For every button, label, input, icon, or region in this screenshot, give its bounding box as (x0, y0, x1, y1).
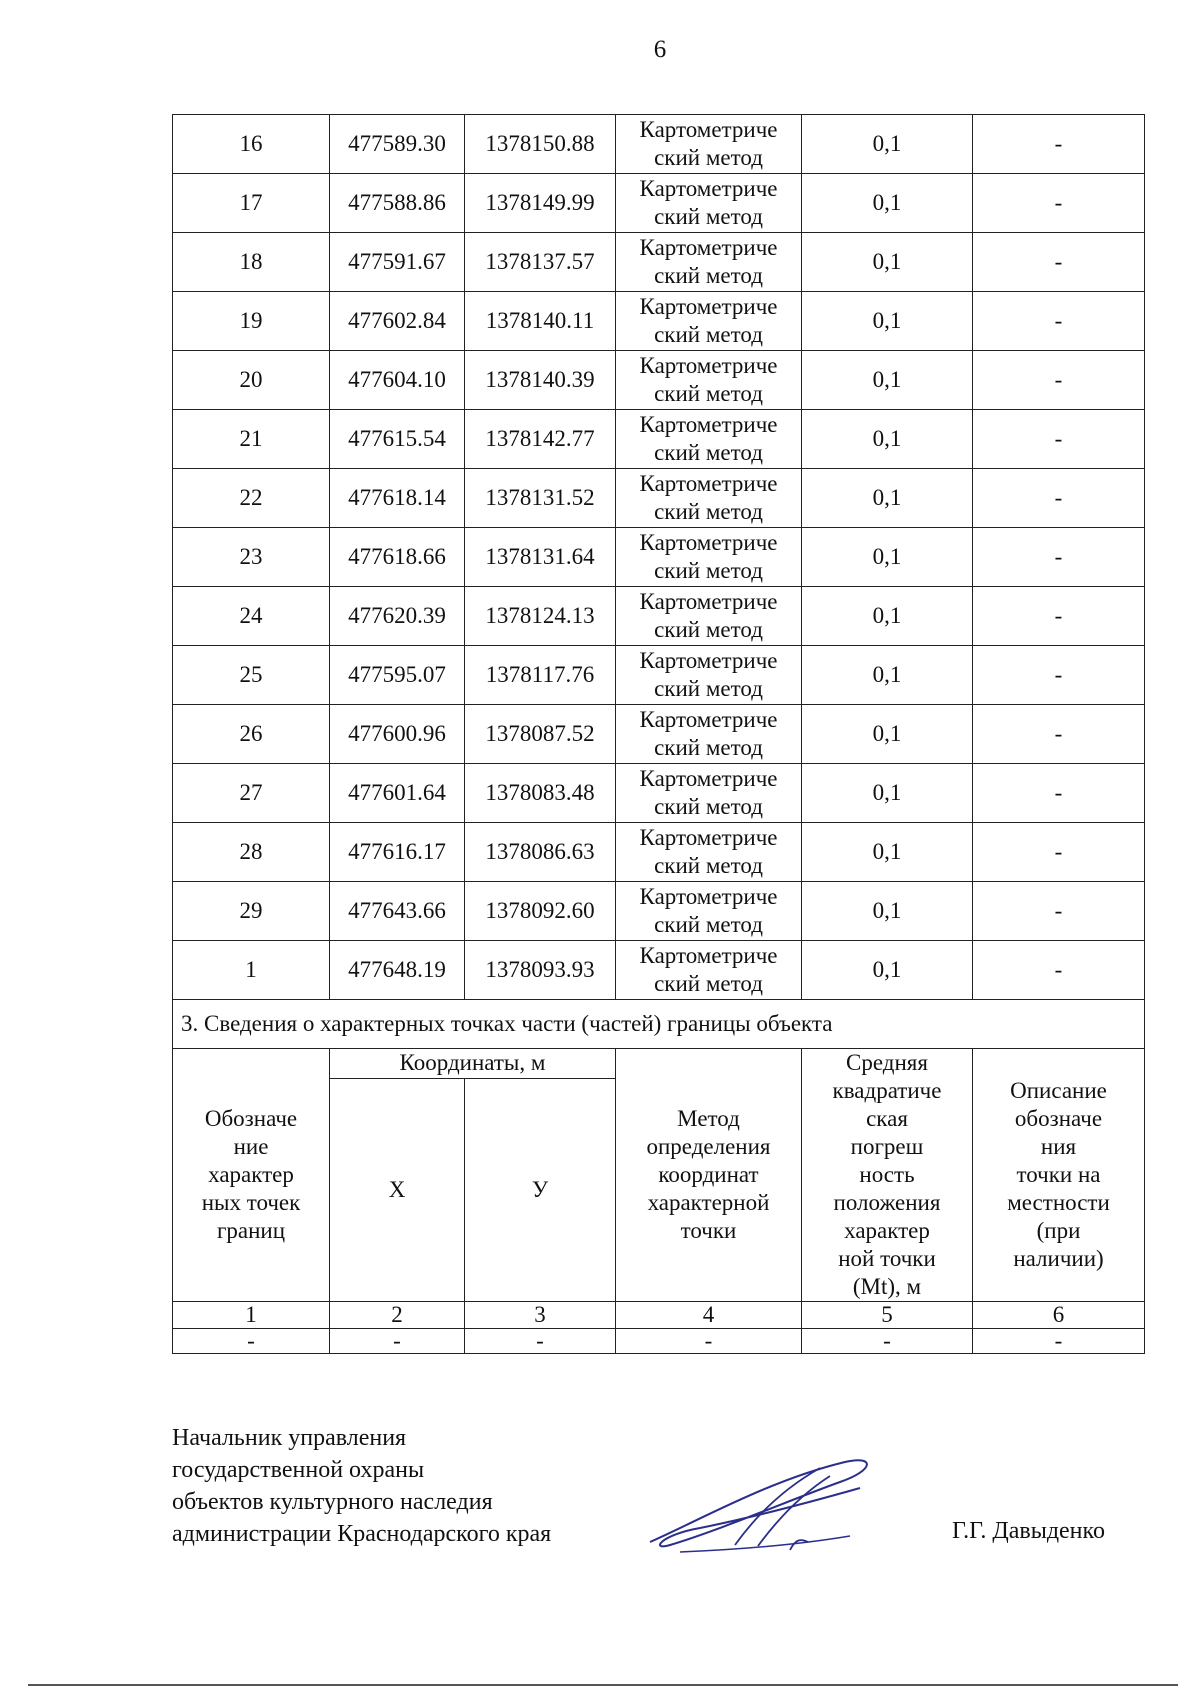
coordinate-row (173, 705, 1145, 764)
section-3-title: 3. Сведения о характерных точках части (частей) границы объекта (173, 1000, 1145, 1049)
method: Картометриче ский метод (616, 941, 802, 1000)
coord-x: 477643.66 (330, 882, 465, 941)
coord-x: 477648.19 (330, 941, 465, 1000)
coord-y: 1378124.13 (465, 587, 616, 646)
coord-y: 1378149.99 (465, 174, 616, 233)
coordinate-row (173, 469, 1145, 528)
coord-y: 1378093.93 (465, 941, 616, 1000)
mean-square-error: 0,1 (802, 528, 973, 587)
coord-y: 1378150.88 (465, 115, 616, 174)
point-number: 22 (173, 469, 330, 528)
coord-y: 1378131.64 (465, 528, 616, 587)
mean-square-error: 0,1 (802, 646, 973, 705)
point-number: 27 (173, 764, 330, 823)
coord-x: 477620.39 (330, 587, 465, 646)
mean-square-error: 0,1 (802, 233, 973, 292)
coordinate-row (173, 410, 1145, 469)
method: Картометриче ский метод (616, 528, 802, 587)
dash-cell: - (465, 1329, 616, 1354)
point-number: 28 (173, 823, 330, 882)
coordinate-row (173, 115, 1145, 174)
description: - (973, 705, 1145, 764)
coord-y: 1378140.39 (465, 351, 616, 410)
coordinate-row (173, 646, 1145, 705)
description: - (973, 941, 1145, 1000)
method: Картометриче ский метод (616, 587, 802, 646)
point-number: 17 (173, 174, 330, 233)
dash-cell: - (616, 1329, 802, 1354)
coord-y: 1378131.52 (465, 469, 616, 528)
header-mean-square-error: Средняя квадратиче ская погреш ность положения характер ной точки (Mt), м (802, 1049, 973, 1302)
description: - (973, 469, 1145, 528)
handwritten-signature (640, 1450, 890, 1560)
column-number: 1 (173, 1302, 330, 1329)
method: Картометриче ский метод (616, 469, 802, 528)
method: Картометриче ский метод (616, 764, 802, 823)
dash-cell: - (973, 1329, 1145, 1354)
column-number: 2 (330, 1302, 465, 1329)
column-number: 5 (802, 1302, 973, 1329)
mean-square-error: 0,1 (802, 587, 973, 646)
mean-square-error: 0,1 (802, 292, 973, 351)
coord-x: 477602.84 (330, 292, 465, 351)
mean-square-error: 0,1 (802, 823, 973, 882)
coord-x: 477595.07 (330, 646, 465, 705)
mean-square-error: 0,1 (802, 882, 973, 941)
coord-y: 1378137.57 (465, 233, 616, 292)
coordinate-row (173, 351, 1145, 410)
empty-data-row (173, 1329, 1145, 1354)
column-number: 4 (616, 1302, 802, 1329)
description: - (973, 587, 1145, 646)
point-number: 24 (173, 587, 330, 646)
coordinate-row (173, 587, 1145, 646)
coord-y: 1378140.11 (465, 292, 616, 351)
mean-square-error: 0,1 (802, 410, 973, 469)
point-number: 20 (173, 351, 330, 410)
point-number: 19 (173, 292, 330, 351)
coordinate-row (173, 174, 1145, 233)
mean-square-error: 0,1 (802, 351, 973, 410)
coord-y: 1378086.63 (465, 823, 616, 882)
method: Картометриче ский метод (616, 115, 802, 174)
method: Картометриче ский метод (616, 882, 802, 941)
signatory-position (172, 1422, 551, 1550)
coord-x: 477601.64 (330, 764, 465, 823)
coord-y: 1378083.48 (465, 764, 616, 823)
coordinate-row (173, 823, 1145, 882)
dash-cell: - (802, 1329, 973, 1354)
position-line: администрации Краснодарского края (172, 1521, 552, 1547)
method: Картометриче ский метод (616, 351, 802, 410)
position-line: объектов культурного наследия (172, 1489, 493, 1515)
page-bottom-rule (28, 1684, 1178, 1686)
coordinate-row (173, 528, 1145, 587)
coord-x: 477588.86 (330, 174, 465, 233)
description: - (973, 233, 1145, 292)
coordinate-row (173, 941, 1145, 1000)
coord-x: 477616.17 (330, 823, 465, 882)
method: Картометриче ский метод (616, 410, 802, 469)
mean-square-error: 0,1 (802, 705, 973, 764)
header-point-designation: Обозначе ние характер ных точек границ (173, 1049, 330, 1302)
description: - (973, 292, 1145, 351)
column-number: 3 (465, 1302, 616, 1329)
method: Картометриче ский метод (616, 233, 802, 292)
position-line: Начальник управления (172, 1425, 407, 1451)
header-y: У (465, 1078, 616, 1301)
point-number: 29 (173, 882, 330, 941)
mean-square-error: 0,1 (802, 115, 973, 174)
signer-name: Г.Г. Давыденко (952, 1518, 1105, 1544)
description: - (973, 528, 1145, 587)
point-number: 18 (173, 233, 330, 292)
description: - (973, 174, 1145, 233)
point-number: 16 (173, 115, 330, 174)
coordinate-row (173, 292, 1145, 351)
position-line: государственной охраны (172, 1457, 425, 1483)
description: - (973, 823, 1145, 882)
mean-square-error: 0,1 (802, 469, 973, 528)
point-number: 26 (173, 705, 330, 764)
description: - (973, 882, 1145, 941)
coord-y: 1378117.76 (465, 646, 616, 705)
description: - (973, 410, 1145, 469)
description: - (973, 646, 1145, 705)
coord-x: 477618.14 (330, 469, 465, 528)
coordinate-row (173, 764, 1145, 823)
description: - (973, 764, 1145, 823)
method: Картометриче ский метод (616, 174, 802, 233)
coord-y: 1378092.60 (465, 882, 616, 941)
coord-y: 1378087.52 (465, 705, 616, 764)
mean-square-error: 0,1 (802, 764, 973, 823)
coord-x: 477600.96 (330, 705, 465, 764)
column-number: 6 (973, 1302, 1145, 1329)
section-3-title-row (173, 1000, 1145, 1049)
page-number: 6 (653, 36, 667, 63)
column-numbers-row (173, 1302, 1145, 1329)
section-3-header-row (173, 1049, 1145, 1079)
method: Картометриче ский метод (616, 292, 802, 351)
coord-x: 477618.66 (330, 528, 465, 587)
coord-x: 477615.54 (330, 410, 465, 469)
coordinate-row (173, 882, 1145, 941)
mean-square-error: 0,1 (802, 941, 973, 1000)
coord-x: 477591.67 (330, 233, 465, 292)
dash-cell: - (330, 1329, 465, 1354)
header-description: Описание обозначе ния точки на местности (при наличии) (973, 1049, 1145, 1302)
description: - (973, 351, 1145, 410)
header-method: Метод определения координат характерной точки (616, 1049, 802, 1302)
mean-square-error: 0,1 (802, 174, 973, 233)
header-coordinates: Координаты, м (330, 1049, 616, 1079)
header-x: Х (330, 1078, 465, 1301)
description: - (973, 115, 1145, 174)
point-number: 25 (173, 646, 330, 705)
point-number: 1 (173, 941, 330, 1000)
dash-cell: - (173, 1329, 330, 1354)
coord-x: 477589.30 (330, 115, 465, 174)
coordinates-table (172, 114, 1145, 1354)
point-number: 21 (173, 410, 330, 469)
coordinate-row (173, 233, 1145, 292)
method: Картометриче ский метод (616, 823, 802, 882)
coord-y: 1378142.77 (465, 410, 616, 469)
point-number: 23 (173, 528, 330, 587)
method: Картометриче ский метод (616, 646, 802, 705)
coord-x: 477604.10 (330, 351, 465, 410)
method: Картометриче ский метод (616, 705, 802, 764)
